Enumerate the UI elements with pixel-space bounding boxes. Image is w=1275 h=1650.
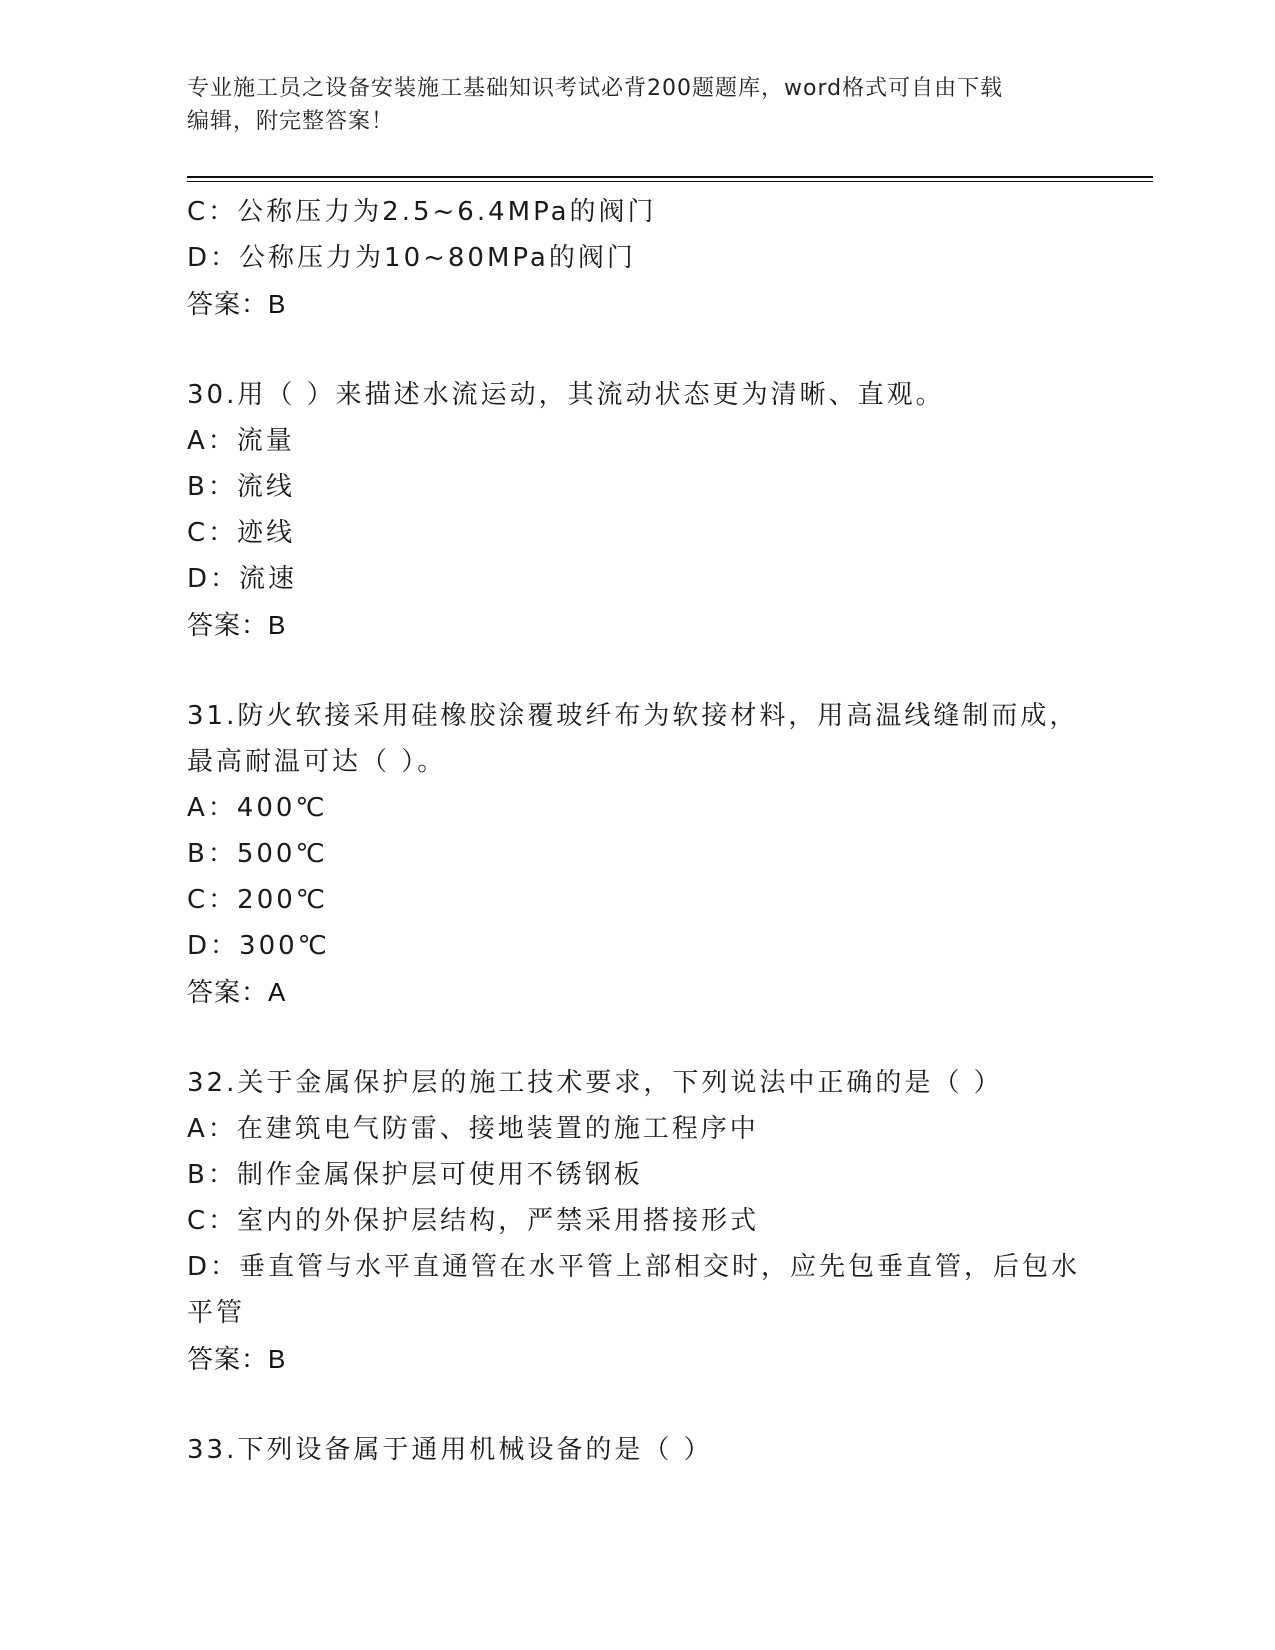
question-stem: 30.用（ ）来描述水流运动，其流动状态更为清晰、直观。 [187, 380, 945, 410]
document-body [187, 189, 1087, 1473]
option-a: A：流量 [187, 426, 295, 456]
question-31 [187, 693, 1087, 1015]
spacer [187, 327, 1087, 372]
option-b: B：500℃ [187, 839, 328, 869]
option-c: C：公称压力为2.5~6.4MPa的阀门 [187, 197, 657, 227]
header-divider-thin [187, 181, 1153, 182]
question-stem-line-1: 31.防火软接采用硅橡胶涂覆玻纤布为软接材料，用高温线缝制而成， [187, 701, 1079, 731]
question-32 [187, 1060, 1087, 1382]
question-29-tail [187, 189, 1087, 327]
spacer [187, 648, 1087, 693]
document-header [187, 72, 1067, 138]
question-30 [187, 372, 1087, 648]
spacer [187, 1015, 1087, 1060]
question-33 [187, 1427, 1087, 1473]
header-title-line-2: 编辑，附完整答案！ [187, 109, 395, 134]
option-d-line-1: D：垂直管与水平直通管在水平管上部相交时，应先包垂直管，后包水 [187, 1252, 1081, 1282]
option-d: D：公称压力为10~80MPa的阀门 [187, 243, 636, 273]
answer-line: 答案：A [187, 977, 287, 1007]
answer-line: 答案：B [187, 289, 287, 319]
option-a: A：400℃ [187, 793, 328, 823]
answer-line: 答案：B [187, 610, 287, 640]
option-d: D：300℃ [187, 931, 330, 961]
option-b: B：流线 [187, 472, 295, 502]
answer-line: 答案：B [187, 1344, 287, 1374]
option-a: A：在建筑电气防雷、接地装置的施工程序中 [187, 1114, 759, 1144]
option-d: D：流速 [187, 564, 298, 594]
option-d-line-2: 平管 [187, 1298, 246, 1328]
question-stem: 33.下列设备属于通用机械设备的是（ ） [187, 1435, 713, 1465]
option-b: B：制作金属保护层可使用不锈钢板 [187, 1160, 643, 1190]
question-stem: 32.关于金属保护层的施工技术要求，下列说法中正确的是（ ） [187, 1068, 1003, 1098]
header-divider-thick [187, 176, 1153, 178]
spacer [187, 1382, 1087, 1427]
question-stem-line-2: 最高耐温可达（ ）。 [187, 747, 447, 777]
option-c: C：200℃ [187, 885, 328, 915]
option-c: C：迹线 [187, 518, 296, 548]
option-c: C：室内的外保护层结构，严禁采用搭接形式 [187, 1206, 760, 1236]
header-title-line-1: 专业施工员之设备安装施工基础知识考试必背200题题库，word格式可自由下载 [187, 76, 1004, 101]
